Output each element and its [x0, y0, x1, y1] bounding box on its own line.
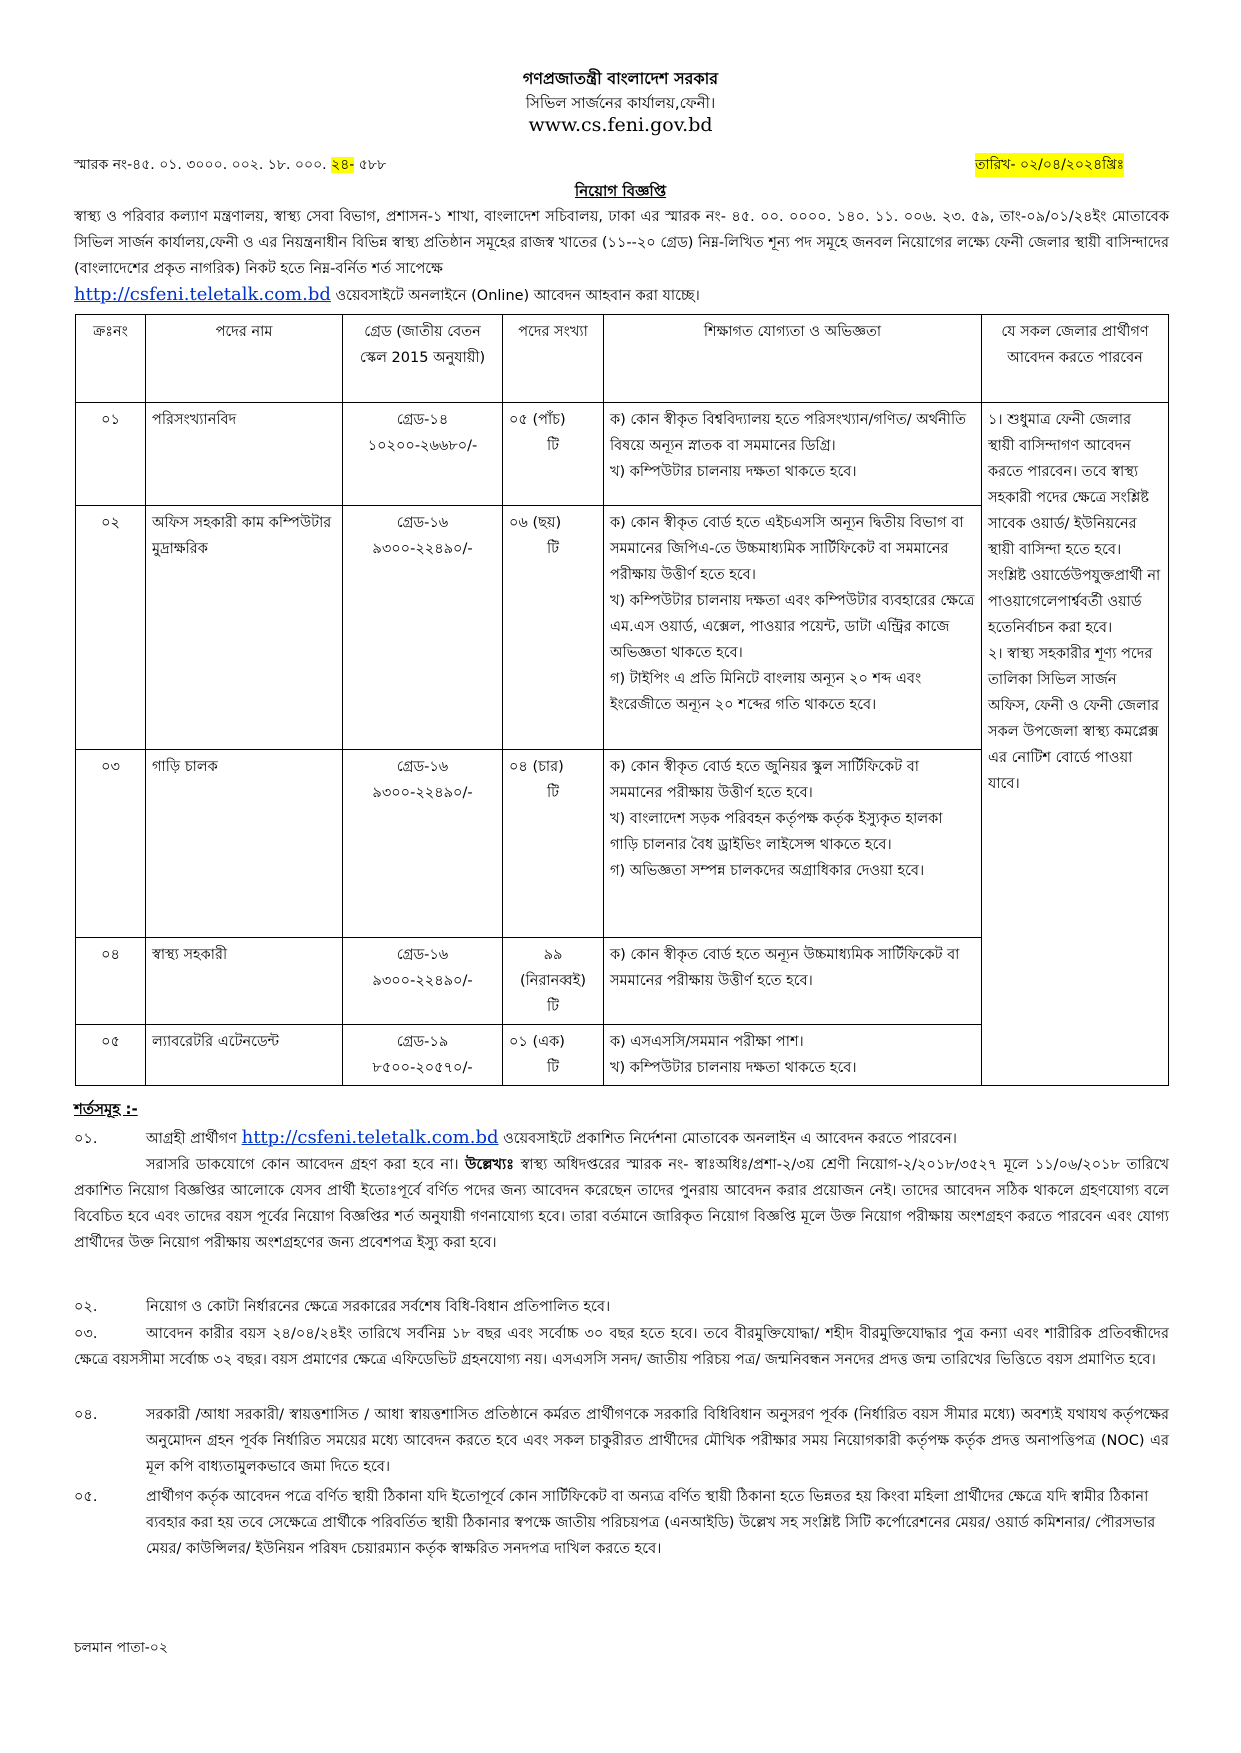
table-row	[76, 403, 1169, 506]
count-text: ০১ (এক)	[509, 1034, 565, 1050]
condition-number: ০২.	[74, 1299, 98, 1315]
cell-post: গাড়ি চালক	[146, 750, 343, 938]
cell-serial: ০৩	[76, 750, 146, 938]
cell-grade	[343, 1025, 503, 1086]
cell-grade	[343, 938, 503, 1025]
memo-prefix: স্মারক নং-৪৫. ০১. ৩০০০. ০০২. ১৮. ০০০.	[74, 157, 327, 173]
continued-page: চলমান পাতা-০২	[74, 1640, 169, 1656]
condition-number: ০৪.	[74, 1407, 98, 1423]
cell-grade	[343, 506, 503, 750]
condition-link[interactable]: http://csfeni.teletalk.com.bd	[241, 1127, 499, 1148]
cell-qualification	[604, 938, 982, 1025]
scale-text: ৯৩০০-২২৪৯০/-	[372, 973, 473, 989]
cell-qualification	[604, 750, 982, 938]
condition-item-5	[74, 1484, 1169, 1562]
condition-text: সরকারী /আধা সরকারী/ স্বায়ত্তশাসিত / আধা স্বায়ত্তশাসিত প্রতিষ্ঠানে কর্মরত প্রার্থীগণকে সরকারি বিধিবিধান অনুসরণ পূর্বক (নির্ধারিত বয়স সীমার মধ্যে) অবশ্যই যথাযথ কর্তৃপক্ষের অনুমোদন গ্রহন পূর্বক নির্ধারিত সময়ের মধ্যে আবেদন করতে হবে এবং সকল চাকুরীরত প্রার্থীদের মৌখিক পরীক্ষার সময় নিয়োগকারী কর্তৃপক্ষ কর্তৃক প্রদত্ত অনাপত্তিপত্র (NOC) এর মূল কপি বাধ্যতামুলকভাবে জমা দিতে হবে।	[146, 1407, 1169, 1475]
qualification-item: খ) বাংলাদেশ সড়ক পরিবহন কর্তৃপক্ষ কর্তৃক ইস্যুকৃত হালকা গাড়ি চালনার বৈধ ড্রাইভিং লাইসেন্স থাকতে হবে।	[610, 811, 943, 853]
cell-serial: ০৪	[76, 938, 146, 1025]
count-words-text: (নিরানব্বই)	[520, 973, 586, 989]
scale-text: ১০২০০-২৬৬৮০/-	[367, 438, 478, 454]
cell-count	[503, 403, 604, 506]
grade-text: গ্রেড-১৬	[396, 515, 449, 531]
government-title: গণপ্রজাতন্ত্রী বাংলাদেশ সরকার	[522, 69, 719, 88]
cell-qualification	[604, 1025, 982, 1086]
cell-post: ল্যাবরেটরি এটেনডেন্ট	[146, 1025, 343, 1086]
unit-text: টি	[546, 1060, 560, 1076]
qualification-item: গ) টাইপিং এ প্রতি মিনিটে বাংলায় অন্যূন ২০ শব্দ এবং ইংরেজীতে অন্যূন ২০ শব্দের গতি থাকতে হবে।	[610, 671, 922, 713]
scale-text: ৯৩০০-২২৪৯০/-	[372, 785, 473, 801]
header-serial: ক্রঃনং	[76, 315, 146, 403]
condition-text: ওয়েবসাইটে প্রকাশিত নির্দেশনা মোতাবেক অনলাইন এ আবেদন করতে পারবেন।	[498, 1131, 957, 1147]
cell-count	[503, 1025, 604, 1086]
office-website[interactable]: www.cs.feni.gov.bd	[528, 114, 713, 136]
header-post: পদের নাম	[146, 315, 343, 403]
count-text: ৯৯	[543, 947, 563, 963]
condition-item-2	[74, 1294, 1169, 1320]
intro-link-after: ওয়েবসাইটে অনলাইনে (Online) আবেদন আহবান করা যাচ্ছে।	[330, 288, 700, 304]
district-note: ২। স্বাস্থ্য সহকারীর শূণ্য পদের তালিকা সিভিল সার্জন অফিস, ফেনী ও ফেনী জেলার সকল উপজেলা স্বাস্থ্য কমপ্লেক্স এর নোটিশ বোর্ডে পাওয়া যাবে।	[988, 646, 1160, 792]
condition-number: ০১.	[74, 1131, 98, 1147]
cell-qualification	[604, 506, 982, 750]
cell-post: অফিস সহকারী কাম কম্পিউটার মুদ্রাক্ষরিক	[146, 506, 343, 750]
condition-note-label: উল্লেখ্যঃ	[465, 1157, 514, 1173]
scale-text: ৮৫০০-২০৫৭০/-	[372, 1060, 473, 1076]
qualification-item: খ) কম্পিউটার চালনায় দক্ষতা থাকতে হবে।	[610, 1060, 857, 1076]
condition-item-1	[74, 1125, 1169, 1256]
count-text: ০৫ (পাঁচ)	[509, 412, 566, 428]
table-header-row	[76, 315, 1169, 403]
unit-text: টি	[546, 541, 560, 557]
qualification-item: খ) কম্পিউটার চালনায় দক্ষতা থাকতে হবে।	[610, 464, 857, 480]
cell-serial: ০৫	[76, 1025, 146, 1086]
condition-text: আবেদন কারীর বয়স ২৪/০৪/২৪ইং তারিখে সর্বনিম্ন ১৮ বছর এবং সর্বোচ্চ ৩০ বছর হতে হবে। তবে বীরমুক্তিযোদ্ধা/ শহীদ বীরমুক্তিযোদ্ধার পুত্র কন্যা এবং শারীরিক প্রতিবন্ধীদের ক্ষেত্রে বয়সসীমা সর্বোচ্চ ৩২ বছর। বয়স প্রমাণের ক্ষেত্রে এফিডেভিট গ্রহনযোগ্য নয়। এসএসসি সনদ/ জাতীয় পরিচয় পত্র/ জন্মনিবন্ধন সনদের প্রদত্ত জন্ম তারিখের ভিত্তিতে বয়স প্রমাণিত হবে।	[74, 1326, 1169, 1368]
condition-text: সরাসরি ডাকযোগে কোন আবেদন গ্রহণ করা হবে না।	[146, 1157, 466, 1173]
memo-highlight: ২৪-	[331, 157, 355, 173]
count-text: ০৪ (চার)	[509, 759, 564, 775]
condition-text: নিয়োগ ও কোটা নির্ধারনের ক্ষেত্রে সরকারের সর্বশেষ বিধি-বিধান প্রতিপালিত হবে।	[146, 1299, 611, 1315]
cell-count	[503, 750, 604, 938]
scale-text: ৯৩০০-২২৪৯০/-	[372, 541, 473, 557]
condition-text: প্রার্থীগণ কর্তৃক আবেদন পত্রে বর্ণিত স্থায়ী ঠিকানা যদি ইতোপূর্বে কোন সার্টিফিকেট বা অন্যত্র বর্ণিত স্থায়ী ঠিকানা হতে ভিন্নতর হয় কিংবা মহিলা প্রার্থীদের ক্ষেত্রে যদি স্বামীর ঠিকানা ব্যবহার করা হয় তবে সেক্ষেত্রে প্রার্থীকে পরিবর্তিত স্থায়ী ঠিকানার স্বপক্ষে জাতীয় পরিচয়পত্র (এনআইডি) উল্লেখ সহ সংশ্লিষ্ট সিটি কর্পোরেশনের মেয়র/ ওয়ার্ড কমিশনার/ পৌরসভার মেয়র/ কাউন্সিলর/ ইউনিয়ন পরিষদ চেয়ারম্যান কর্তৃক স্বাক্ষরিত সনদপত্র দাখিল করতে হবে।	[146, 1489, 1156, 1557]
qualification-item: গ) অভিজ্ঞতা সম্পন্ন চালকদের অগ্রাধিকার দেওয়া হবে।	[610, 863, 925, 879]
conditions-title: শর্তসমূহ :-	[74, 1100, 138, 1118]
office-name: সিভিল সার্জনের কার্যালয়,ফেনী।	[525, 94, 716, 112]
grade-text: গ্রেড-১৯	[396, 1034, 449, 1050]
grade-text: গ্রেড-১৬	[396, 759, 449, 775]
qualification-item: খ) কম্পিউটার চালনায় দক্ষতা এবং কম্পিউটার ব্যবহারের ক্ষেত্রে এম.এস ওয়ার্ড, এক্সেল, পাওয়ার পয়েন্ট, ডাটা এন্ট্রির কাজে অভিজ্ঞতা থাকতে হবে।	[610, 593, 975, 661]
header-district: যে সকল জেলার প্রার্থীগণ আবেদন করতে পারবেন	[982, 315, 1169, 403]
intro-text: স্বাস্থ্য ও পরিবার কল্যাণ মন্ত্রণালয়, স্বাস্থ্য সেবা বিভাগ, প্রশাসন-১ শাখা, বাংলাদেশ সচিবালয়, ঢাকা এর স্মারক নং- ৪৫. ০০. ০০০০. ১৪০. ১১. ০০৬. ২৩. ৫৯, তাং-০৯/০১/২৪ইং মোতাবেক সিভিল সার্জন কার্যালয়,ফেনী ও এর নিয়ন্ত্রনাধীন বিভিন্ন স্বাস্থ্য প্রতিষ্ঠান সমূহের রাজস্ব খাতের (১১--২০ গ্রেড) নিম্ন-লিখিত শূন্য পদ সমূহে জনবল নিয়োগের লক্ষ্যে ফেনী জেলার স্থায়ী বাসিন্দাদের (বাংলাদেশের প্রকৃত নাগরিক) নিকট হতে নিম্ন-বর্নিত শর্ত সাপেক্ষে	[74, 209, 1169, 277]
grade-text: গ্রেড-১৬	[396, 947, 449, 963]
intro-paragraph	[74, 204, 1169, 309]
grade-text: গ্রেড-১৪	[396, 412, 449, 428]
count-text: ০৬ (ছয়)	[509, 515, 562, 531]
unit-text: টি	[546, 999, 560, 1015]
cell-grade	[343, 750, 503, 938]
cell-count	[503, 506, 604, 750]
qualification-item: ক) কোন স্বীকৃত বিশ্ববিদ্যালয় হতে পরিসংখ্যান/গণিত/ অর্থনীতি বিষয়ে অন্যূন স্নাতক বা সমমানের ডিগ্রি।	[610, 412, 966, 454]
header-count: পদের সংখ্যা	[503, 315, 604, 403]
notice-title: নিয়োগ বিজ্ঞপ্তি	[574, 182, 667, 200]
application-link[interactable]: http://csfeni.teletalk.com.bd	[74, 284, 331, 305]
qualification-item: ক) কোন স্বীকৃত বোর্ড হতে এইচএসসি অন্যূন দ্বিতীয় বিভাগ বা সমমানের জিপিএ-তে উচ্চমাধ্যমিক সার্টিফিকেট বা সমমানের পরীক্ষায় উত্তীর্ণ হতে হবে।	[610, 515, 964, 583]
condition-item-4	[74, 1402, 1169, 1480]
cell-serial: ০১	[76, 403, 146, 506]
cell-qualification	[604, 403, 982, 506]
qualification-item: ক) কোন স্বীকৃত বোর্ড হতে জুনিয়র স্কুল সার্টিফিকেট বা সমমানের পরীক্ষায় উত্তীর্ণ হতে হবে।	[610, 759, 919, 801]
condition-number: ০৫.	[74, 1489, 98, 1505]
cell-post: স্বাস্থ্য সহকারী	[146, 938, 343, 1025]
condition-number: ০৩.	[74, 1326, 98, 1342]
cell-serial: ০২	[76, 506, 146, 750]
cell-district	[982, 403, 1169, 1086]
cell-count	[503, 938, 604, 1025]
district-note: ১। শুধুমাত্র ফেনী জেলার স্থায়ী বাসিন্দাগণ আবেদন করতে পারবেন। তবে স্বাস্থ্য সহকারী পদের ক্ষেত্রে সংশ্লিষ্ট সাবেক ওয়ার্ড/ ইউনিয়নের স্থায়ী বাসিন্দা হতে হবে। সংশ্লিষ্ট ওয়ার্ডেউপযুক্তপ্রার্থী না পাওয়াগেলেপার্শ্ববর্তী ওয়ার্ড হতেনির্বাচন করা হবে।	[988, 412, 1161, 636]
memo-date: তারিখ- ০২/০৪/২০২৪খ্রিঃ	[975, 153, 1124, 177]
memo-suffix: ৫৮৮	[354, 157, 387, 173]
vacancy-table	[75, 314, 1169, 1086]
unit-text: টি	[546, 785, 560, 801]
condition-text: আগ্রহী প্রার্থীগণ	[146, 1131, 242, 1147]
unit-text: টি	[546, 438, 560, 454]
cell-grade	[343, 403, 503, 506]
condition-text: স্বাস্থ্য অধিদপ্তরের স্মারক নং- স্বাঃঅধিঃ/প্রশা-২/৩য় শ্রেণী নিয়োগ-২/২০১৮/৩৫২৭ মূলে ১১/০৬/২০১৮ তারিখে প্রকাশিত নিয়োগ বিজ্ঞপ্তির আলোকে যেসব প্রার্থী ইতোঃপূর্বে বর্ণিত পদের জন্য আবেদন করেছেন তাদের পুনরায় আবেদন করার প্রয়োজন নেই। তাদের আবেদন সঠিক থাকলে গ্রহণযোগ্য বলে বিবেচিত হবে এবং তাদের বয়স পূর্বের নিয়োগ বিজ্ঞপ্তির শর্ত অনুযায়ী গণনাযোগ্য হবে। তারা বর্তমানে জারিকৃত নিয়োগ বিজ্ঞপ্তি মূলে উক্ত নিয়োগ পরীক্ষায় অংশগ্রহণ করতে পারবেন এবং যোগ্য প্রার্থীদের উক্ত নিয়োগ পরীক্ষায় অংশগ্রহণের জন্য প্রবেশপত্র ইস্যু করা হবে।	[74, 1157, 1170, 1251]
memo-number	[74, 153, 386, 177]
header-grade: গ্রেড (জাতীয় বেতন স্কেল 2015 অনুযায়ী)	[343, 315, 503, 403]
condition-item-3	[74, 1321, 1169, 1373]
cell-post: পরিসংখ্যানবিদ	[146, 403, 343, 506]
qualification-item: ক) এসএসসি/সমমান পরীক্ষা পাশ।	[610, 1034, 804, 1050]
header-qualification: শিক্ষাগত যোগ্যতা ও অভিজ্ঞতা	[604, 315, 982, 403]
qualification-item: ক) কোন স্বীকৃত বোর্ড হতে অন্যূন উচ্চমাধ্যমিক সার্টিফিকেট বা সমমানের পরীক্ষায় উত্তীর্ণ হতে হবে।	[610, 947, 960, 989]
